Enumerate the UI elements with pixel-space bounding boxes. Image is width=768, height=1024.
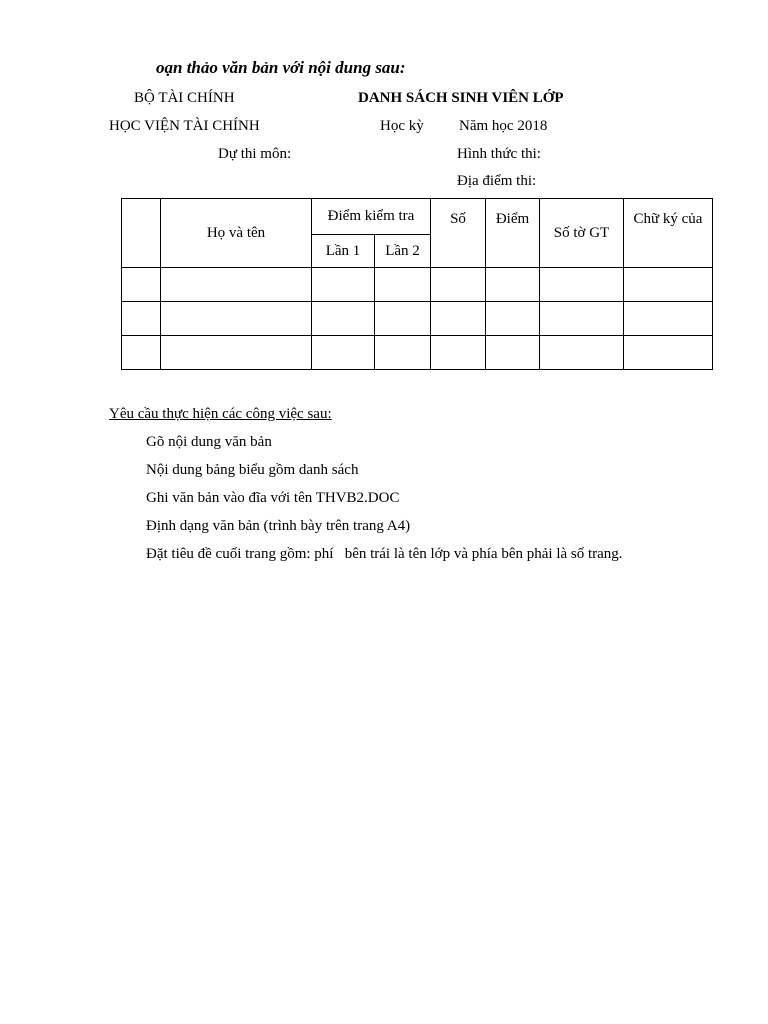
table-cell: [486, 302, 540, 336]
semester-label: Học kỳ: [380, 118, 424, 134]
header-name-cell: Họ và tên: [161, 199, 312, 268]
academy-name: HỌC VIỆN TÀI CHÍNH: [109, 118, 260, 134]
list-title: DANH SÁCH SINH VIÊN LỚP: [358, 90, 564, 106]
header-attempt1-cell: Lần 1: [312, 235, 375, 268]
table-cell: [122, 336, 161, 370]
table-cell: [624, 268, 713, 302]
table-cell: [624, 336, 713, 370]
table-header-row: [122, 199, 713, 235]
table-cell: [431, 336, 486, 370]
header-attempt2-cell: Lần 2: [375, 235, 431, 268]
header-sheets-cell: Số tờ GT: [540, 199, 624, 268]
task-item: Định dạng văn bản (trình bày trên trang A4): [146, 518, 411, 534]
table-cell: [312, 336, 375, 370]
document-heading: oạn thảo văn bản với nội dung sau:: [156, 58, 406, 77]
table-cell: [122, 268, 161, 302]
table-cell: [161, 302, 312, 336]
header-number-cell: Số: [431, 199, 486, 268]
task-item: Nội dung bảng biểu gồm danh sách: [146, 462, 359, 478]
table-cell: [486, 268, 540, 302]
table-cell: [312, 268, 375, 302]
school-year-label: Năm học 2018: [459, 118, 548, 134]
header-index-cell: [122, 199, 161, 268]
header-signature-cell: Chữ ký của: [624, 199, 713, 268]
task-item: Gõ nội dung văn bản: [146, 434, 272, 450]
header-score-cell: Điểm: [486, 199, 540, 268]
exam-form-label: Hình thức thi:: [457, 146, 541, 162]
ministry-name: BỘ TÀI CHÍNH: [134, 90, 235, 106]
table-cell: [312, 302, 375, 336]
table-cell: [624, 302, 713, 336]
table-cell: [375, 302, 431, 336]
table-cell: [161, 336, 312, 370]
task-item: Ghi văn bản vào đĩa với tên THVB2.DOC: [146, 490, 400, 506]
requirements-title: Yêu cầu thực hiện các công việc sau:: [109, 406, 332, 422]
table-row: [122, 336, 713, 370]
table-cell: [486, 336, 540, 370]
table-cell: [122, 302, 161, 336]
table-cell: [540, 268, 624, 302]
task-item: Đặt tiêu đề cuối trang gồm: phí bên trái là tên lớp và phía bên phải là số trang.: [146, 546, 623, 562]
student-list-table: [121, 198, 713, 370]
table-row: [122, 302, 713, 336]
header-test-score-cell: Điểm kiểm tra: [312, 199, 431, 235]
table-cell: [431, 302, 486, 336]
exam-location-label: Địa điểm thi:: [457, 173, 537, 189]
exam-subject-label: Dự thi môn:: [218, 146, 292, 162]
table-cell: [375, 336, 431, 370]
table-row: [122, 268, 713, 302]
table-cell: [375, 268, 431, 302]
table-cell: [161, 268, 312, 302]
table-cell: [540, 336, 624, 370]
table-cell: [540, 302, 624, 336]
table-cell: [431, 268, 486, 302]
